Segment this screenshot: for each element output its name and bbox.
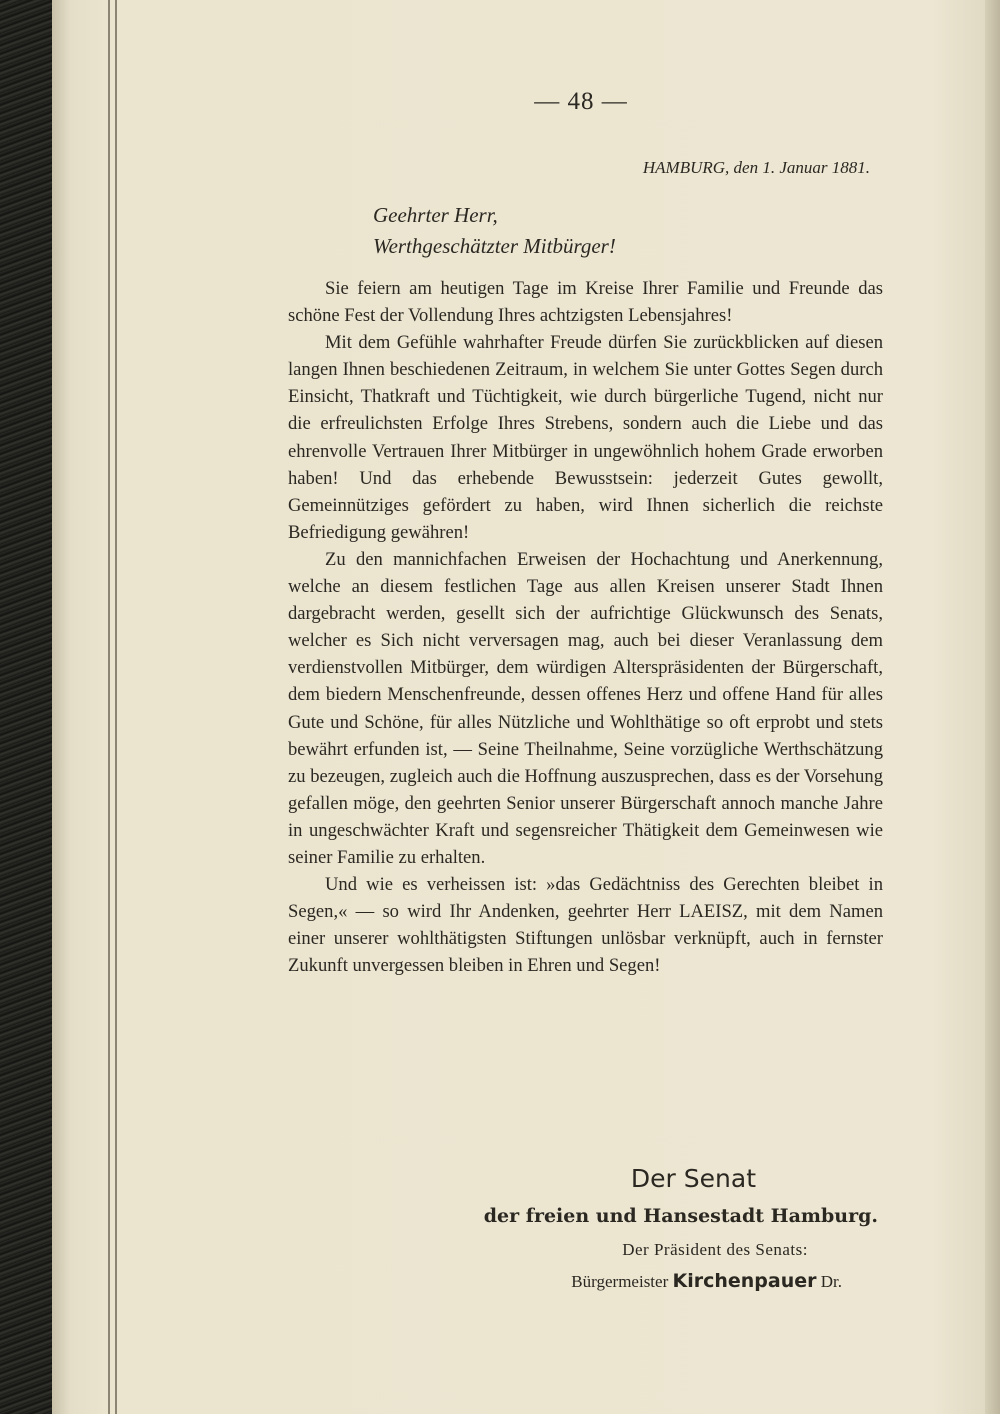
salutation-line-2: Werthgeschätzter Mitbürger!: [373, 234, 616, 258]
mayor-suffix: Dr.: [820, 1272, 842, 1291]
page-right-edge: [985, 0, 1000, 1414]
mayor-prefix: Bürgermeister: [571, 1272, 669, 1291]
paragraph: Zu den mannichfachen Erweisen der Hochachtung und Anerkennung, welche an diesem festlichen Tage aus allen Kreisen unserer Stadt Ihnen dargebracht werden, gesellt sich der aufrichtige Glückwunsch des Senats, welcher es Sich nicht verversagen mag, auch bei dieser Veranlassung dem verdienstvollen Mitbürger, dem würdigen Alterspräsidenten der Bürgerschaft, dem biedern Menschenfreunde, dessen offenes Herz und offene Hand für alles Gute und Schöne, für alles Nützliche und Wohlthätige so oft erprobt und stets bewährt erfunden ist, — Seine Theilnahme, Seine vorzügliche Werthschätzung zu bezeugen, zugleich auch die Hoffnung auszusprechen, dass es der Vorsehung gefallen möge, den geehrten Senior unserer Bürgerschaft annoch manche Jahre in ungeschwächter Kraft und segensreicher Thätigkeit dem Gemeinwesen wie seiner Familie zu erhalten.: [288, 548, 883, 868]
paragraph: Mit dem Gefühle wahrhafter Freude dürfen Sie zurückblicken auf diesen langen Ihnen beschiedenen Zeitraum, in welchem Sie unter Gottes Segen durch Einsicht, Thatkraft und Tüchtigkeit, wie durch bürgerliche Tugend, nicht nur die erfreulichsten Erfolge Ihres Strebens, sondern auch die Liebe und das ehrenvolle Vertrauen Ihrer Mitbürger in ungewöhnlich hohem Grade erworben haben! Und das erhebende Bewusstsein: jederzeit Gutes gewollt, Gemeinnütziges gefördert zu haben, wird Ihnen sicherlich die reichste Befriedigung gewähren!: [288, 332, 883, 543]
page-number: — 48 —: [534, 88, 628, 115]
mayor-line: [571, 1270, 842, 1292]
dateline: HAMBURG, den 1. Januar 1881.: [642, 158, 870, 177]
page-edge-line: [108, 0, 110, 1414]
mayor-name: Kirchenpauer: [672, 1270, 817, 1292]
salutation-line-1: Geehrter Herr,: [373, 203, 498, 227]
paragraph: Sie feiern am heutigen Tage im Kreise Ihrer Familie und Freunde das schöne Fest der Vollendung Ihres achtzigsten Lebensjahres!: [288, 278, 883, 327]
paragraph: Und wie es verheissen ist: »das Gedächtniss des Gerechten bleibet in Segen,« — so wird Ihr Andenken, geehrter Herr LAEISZ, mit dem Namen einer unserer wohlthätigsten Stiftungen unlösbar verknüpft, auch in fernster Zukunft unvergessen bleiben in Ehren und Segen!: [288, 874, 883, 977]
signature-subtitle: der freien und Hansestadt Hamburg.: [483, 1205, 878, 1227]
page-edge-line: [115, 0, 117, 1414]
letter-body: [288, 275, 883, 979]
president-line: Der Präsident des Senats:: [622, 1240, 808, 1259]
book-spine: [0, 0, 52, 1414]
signature-title: Der Senat: [630, 1164, 756, 1193]
